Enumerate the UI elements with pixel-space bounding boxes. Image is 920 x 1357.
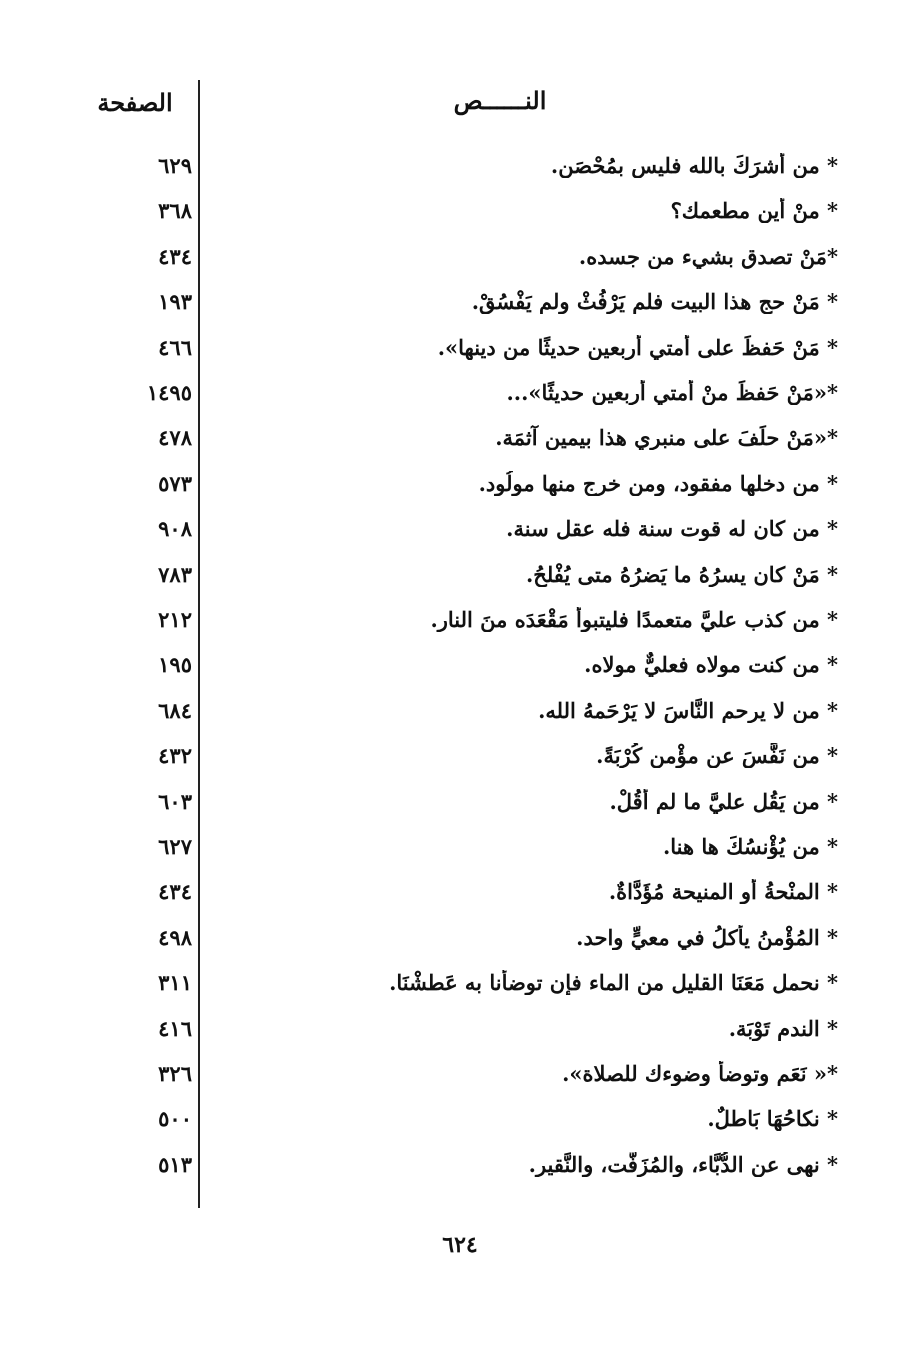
entry-text: * نهى عن الدُّبَّاء، والمُزَفَّت، والنَّقير. [528, 1151, 838, 1177]
entry-page-number: ٤٣٢ [158, 743, 192, 769]
entry-text: * من نَفَّسَ عن مؤْمن كُرْبَةً. [596, 743, 838, 769]
entry-text: * من كذب عليَّ متعمدًا فليتبوأ مَقْعَدَه منَ النار. [430, 607, 838, 632]
entry-page-number: ٤٧٨ [158, 425, 192, 451]
entry-text: * من دخلها مفقود، ومن خرج منها مولُود. [478, 470, 838, 496]
entry-page-number: ٣١١ [158, 970, 192, 996]
table-row [0, 147, 920, 193]
entry-page-number: ٩٠٨ [158, 516, 192, 542]
table-row [0, 556, 920, 602]
entry-page-number: ٥٠٠ [158, 1106, 192, 1132]
entry-text: * من يَقُل عليَّ ما لم أَقُلْ. [609, 788, 838, 814]
entry-page-number: ٣٦٨ [158, 198, 192, 224]
table-row [0, 329, 920, 375]
table-row [0, 238, 920, 284]
table-row [0, 828, 920, 874]
entry-text: * مَنْ كان يسرُهُ ما يَضرُهُ متى يُفْلحُ. [525, 561, 838, 587]
table-row [0, 1146, 920, 1192]
entry-text: * من كان له قوت سنة فله عقل سنة. [506, 516, 838, 542]
entry-page-number: ٤٦٦ [158, 334, 192, 360]
entry-text: * من أشرَكَ بالله فليس بمُحْصَن. [550, 153, 838, 178]
entry-text: *مَنْ تصدق بشيء من جسده. [578, 243, 838, 269]
entry-page-number: ٦٢٧ [158, 834, 192, 859]
entry-text: * من يُؤْنسُكَ ها هنا. [662, 834, 838, 859]
entry-page-number: ٢١٢ [158, 607, 192, 632]
entry-text: *«مَنْ حَفظَ منْ أمتي أربعين حديثًا»... [506, 380, 838, 405]
table-row [0, 964, 920, 1010]
entry-text: * الندم تَوْبَة. [728, 1015, 838, 1041]
entry-text: * من لا يرحم النَّاسَ لا يَرْحَمهُ الله. [538, 697, 838, 723]
entry-page-number: ١٩٥ [158, 652, 192, 678]
entry-page-number: ١٩٣ [158, 289, 192, 315]
table-row [0, 1100, 920, 1146]
entry-page-number: ٤٣٤ [158, 243, 192, 269]
entry-page-number: ٦٢٩ [158, 153, 192, 178]
table-row [0, 873, 920, 919]
entry-text: * مَنْ حَفظَ على أمتي أربعين حديثًا من دينها». [437, 334, 838, 360]
entry-page-number: ٦٨٤ [158, 697, 192, 723]
entry-page-number: ٤٣٤ [158, 879, 192, 905]
entry-text: * المُؤْمنُ يأكلُ في معيٍّ واحد. [576, 924, 838, 950]
table-row [0, 783, 920, 829]
table-row [0, 419, 920, 465]
table-row [0, 374, 920, 420]
entry-page-number: ٤١٦ [158, 1015, 192, 1041]
entry-page-number: ٤٩٨ [158, 924, 192, 950]
entry-text: * من كنت مولاه فعليٌّ مولاه. [584, 652, 838, 678]
table-row [0, 919, 920, 965]
entry-page-number: ٣٢٦ [158, 1061, 192, 1086]
table-row [0, 283, 920, 329]
entry-page-number: ٧٨٣ [158, 561, 192, 587]
entry-page-number: ٦٠٣ [158, 788, 192, 814]
table-row [0, 510, 920, 556]
entry-page-number: ٥١٣ [158, 1151, 192, 1177]
entry-page-number: ١٤٩٥ [146, 380, 192, 405]
table-row [0, 465, 920, 511]
entry-text: * المنْحةُ أو المنيحة مُؤَدَّاةٌ. [608, 879, 838, 905]
table-row [0, 692, 920, 738]
page-number: ٦٢٤ [442, 1232, 478, 1258]
table-row [0, 192, 920, 238]
table-row [0, 737, 920, 783]
entry-text: * مَنْ حج هذا البيت فلم يَرْفُثْ ولم يَفْسُقْ. [471, 289, 838, 315]
entry-page-number: ٥٧٣ [158, 470, 192, 496]
page-column-header: الصفحة [97, 88, 173, 117]
entry-text: * منْ أين مطعمك؟ [670, 198, 838, 224]
table-row [0, 646, 920, 692]
entry-text: *« نَعَم وتوضأ وضوءك للصلاة». [562, 1061, 838, 1086]
table-row [0, 1010, 920, 1056]
entry-text: * نحمل مَعَنَا القليل من الماء فإن توضأنا به عَطشْنَا. [389, 970, 838, 996]
table-row [0, 1055, 920, 1101]
entry-text: *«مَنْ حلَفَ على منبري هذا بيمين آثمَة. [495, 425, 838, 451]
entry-text: * نكاحُهَا بَاطلٌ. [707, 1106, 838, 1132]
text-column-header: النــــــص [453, 86, 547, 115]
table-row [0, 601, 920, 647]
